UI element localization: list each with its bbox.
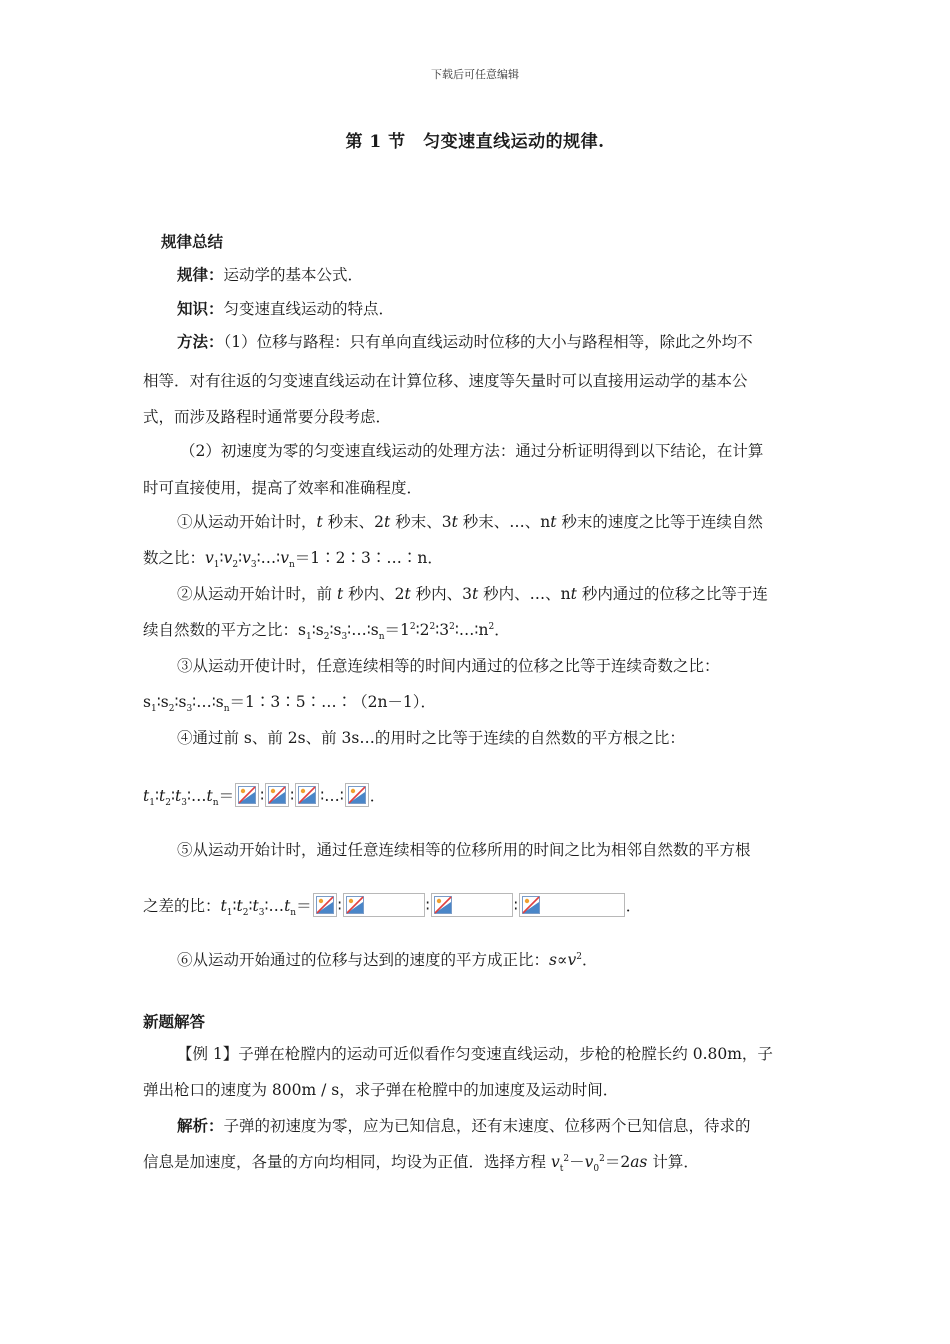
example-line-2: 弹出枪口的速度为 800m / s，求子弹在枪膛中的加速度及运动时间． bbox=[143, 1081, 619, 1099]
p2-line-2: 时可直接使用，提高了效率和准确程度． bbox=[143, 479, 423, 497]
image-placeholder-icon bbox=[235, 783, 259, 807]
method-label: 方法： bbox=[177, 332, 224, 351]
item-1-line-2: 数之比：$v_1∶v_2∶v_3∶\dots∶v_n=1∶2∶3∶\dots∶n$． bbox=[143, 549, 443, 571]
image-placeholder-icon bbox=[313, 893, 337, 917]
example-line-1: 【例 1】子弹在枪膛内的运动可近似看作匀变速直线运动，步枪的枪膛长约 0.80m，子 bbox=[177, 1045, 773, 1063]
item-5-line-2: 之差的比：$t_1∶t_2∶t_3∶\dots t_n=$ ∶ ∶ ∶ ． bbox=[143, 893, 813, 917]
item-2-line-1: ②从运动开始计时，前 t 秒内、2t 秒内、3t 秒内、…、nt 秒内通过的位移之比等于连 bbox=[177, 585, 768, 603]
section-title: 第 1 节 匀变速直线运动的规律. bbox=[345, 132, 605, 152]
method-line-2: 相等．对有往返的匀变速直线运动在计算位移、速度等矢量时可以直接用运动学的基本公 bbox=[143, 372, 748, 390]
knowledge-text: 匀变速直线运动的特点． bbox=[223, 300, 395, 318]
solution-text-1: 子弹的初速度为零，应为已知信息，还有末速度、位移两个已知信息，待求的 bbox=[223, 1117, 751, 1135]
image-placeholder-icon bbox=[343, 893, 425, 917]
solution-label: 解析： bbox=[177, 1116, 224, 1135]
solution-line-1 bbox=[177, 1116, 813, 1136]
summary-heading: 规律总结 bbox=[161, 232, 224, 251]
item-4-line-2: $t_1∶t_2∶t_3∶\dots t_n=$ ∶ ∶ ∶…∶ ． bbox=[143, 783, 813, 807]
page-header: 下载后可任意编辑 bbox=[431, 68, 519, 81]
item-3-line-2: $s_1∶s_2∶s_3∶\dots∶s_n=1∶3∶5∶\dots∶(2n-1)$． bbox=[143, 693, 437, 715]
rule-label: 规律： bbox=[177, 265, 224, 284]
item-6-line: ⑥从运动开始通过的位移与达到的速度的平方成正比：$s\propto v^2$． bbox=[177, 951, 598, 969]
item-5-line-1: ⑤从运动开始计时，通过任意连续相等的位移所用的时间之比为相邻自然数的平方根 bbox=[177, 841, 751, 859]
item-1-line-1: ①从运动开始计时，t 秒末、2t 秒末、3t 秒末、…、nt 秒末的速度之比等于连续自然 bbox=[177, 513, 763, 531]
method-line-3: 式，而涉及路程时通常要分段考虑． bbox=[143, 408, 392, 426]
rule-text: 运动学的基本公式． bbox=[223, 266, 364, 284]
knowledge-label: 知识： bbox=[177, 299, 224, 318]
p2-line-1: （2）初速度为零的匀变速直线运动的处理方法：通过分析证明得到以下结论，在计算 bbox=[180, 442, 764, 460]
image-placeholder-icon bbox=[345, 783, 369, 807]
item-2-line-2: 续自然数的平方之比：$s_1∶s_2∶s_3∶\dots∶s_n=1^2∶2^2∶3^2∶\dots∶n^2$． bbox=[143, 621, 510, 643]
method-line-1 bbox=[177, 332, 813, 352]
image-placeholder-icon bbox=[519, 893, 625, 917]
item-3-line-1: ③从运动开使计时，任意连续相等的时间内通过的位移之比等于连续奇数之比： bbox=[177, 657, 720, 675]
image-placeholder-icon bbox=[431, 893, 513, 917]
method-text-1: （1）位移与路程：只有单向直线运动时位移的大小与路程相等，除此之外均不 bbox=[223, 333, 753, 351]
image-placeholder-icon bbox=[295, 783, 319, 807]
image-placeholder-icon bbox=[265, 783, 289, 807]
solution-line-2: 信息是加速度，各量的方向均相同，均设为正值．选择方程 $v_t^2-v_0^2=2as$ 计算． bbox=[143, 1153, 699, 1175]
knowledge-line bbox=[177, 299, 813, 319]
item-4-line-1: ④通过前 s、前 2s、前 3s…的用时之比等于连续的自然数的平方根之比： bbox=[177, 729, 685, 747]
rule-line bbox=[177, 265, 813, 285]
new-section-heading: 新题解答 bbox=[143, 1012, 206, 1031]
